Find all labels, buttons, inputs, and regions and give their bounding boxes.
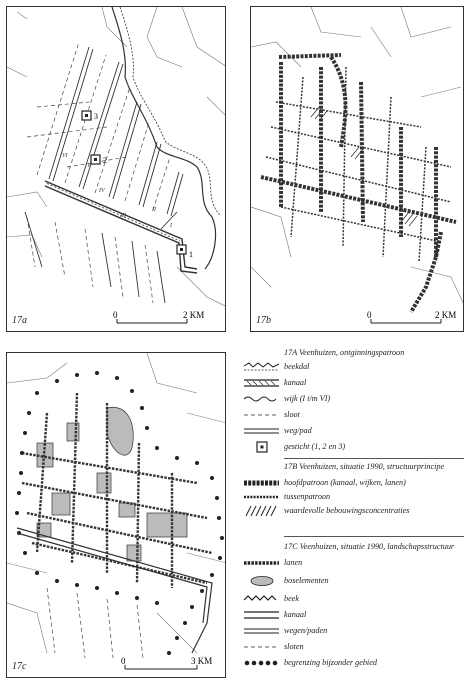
wijk-symbol-icon — [243, 392, 281, 406]
bos-symbol-icon — [243, 574, 281, 588]
legend-item-bebouwing: waardevolle bebouwingsconcentraties — [284, 506, 410, 515]
scale-start-17c: 0 — [121, 656, 126, 666]
legend-item-boselementen: boselementen — [284, 576, 329, 585]
map-panel-17a — [6, 6, 226, 332]
wegen-symbol-icon — [243, 624, 281, 638]
wijk-label-iv: IV — [99, 188, 105, 194]
gesticht-1-marker — [177, 245, 186, 254]
legend-item-beekdal: beekdal — [284, 362, 310, 371]
legend-item-sloot: sloot — [284, 410, 300, 419]
gesticht-symbol-icon — [243, 440, 281, 454]
gesticht-3-label: 3 — [94, 112, 98, 121]
map-panel-17c — [6, 352, 226, 678]
scale-start-17b: 0 — [367, 310, 372, 320]
legend-item-kanaal-c: kanaal — [284, 610, 307, 619]
hatch-symbol-icon — [243, 504, 281, 518]
gesticht-3-marker — [82, 111, 91, 120]
begrenzing-symbol-icon — [243, 656, 281, 670]
legend-divider-2 — [284, 536, 464, 537]
scale-start-17a: 0 — [113, 310, 118, 320]
map-panel-17b — [250, 6, 464, 332]
legend-item-begrenzing: begrenzing bijzonder gebied — [284, 658, 377, 667]
wijk-label-iii: III — [120, 213, 126, 219]
panel-label-17c: 17c — [12, 661, 27, 672]
map-17b — [251, 7, 464, 332]
sloten-symbol-icon — [243, 640, 281, 654]
legend-item-sloten: sloten — [284, 642, 304, 651]
scale-bar-17a — [117, 319, 187, 323]
legend-item-weg-pad: weg/pad — [284, 426, 312, 435]
beek-symbol-icon — [243, 592, 281, 606]
scale-bar-17c — [125, 665, 197, 669]
map-17a — [7, 7, 226, 332]
scale-end-17b: 2 KM — [435, 310, 457, 320]
gesticht-1-label: 1 — [189, 250, 193, 259]
scale-end-17c: 3 KM — [191, 656, 213, 666]
hoofdpatroon-symbol-icon — [243, 476, 281, 490]
legend-item-lanen: lanen — [284, 558, 303, 567]
wijk-label-i: I — [170, 223, 172, 229]
legend-title-17b: 17B Veenhuizen, situatie 1990, structuurprincipe — [284, 462, 445, 471]
lanen-symbol-icon — [243, 556, 281, 570]
beekdal-symbol-icon — [243, 360, 281, 374]
gesticht-2-marker — [91, 155, 100, 164]
legend-divider-1 — [284, 458, 464, 459]
legend-item-hoofdpatroon: hoofdpatroon (kanaal, wijken, lanen) — [284, 478, 406, 487]
panel-label-17b: 17b — [256, 315, 271, 326]
legend-item-beek: beek — [284, 594, 299, 603]
legend-title-17a: 17A Veenhuizen, ontginningspatroon — [284, 348, 405, 357]
kanaal-c-symbol-icon — [243, 608, 281, 622]
wijk-label-v: V — [87, 163, 91, 169]
legend-item-gesticht: gesticht (1, 2 en 3) — [284, 442, 346, 451]
scale-end-17a: 2 KM — [183, 310, 205, 320]
panel-label-17a: 17a — [12, 315, 27, 326]
legend-item-wegen: wegen/paden — [284, 626, 328, 635]
kanaal-symbol-icon — [243, 376, 281, 390]
map-17c — [7, 353, 226, 678]
legend-item-wijk: wijk (I t/m VI) — [284, 394, 331, 403]
wijk-label-ii: II — [152, 207, 156, 213]
scale-bar-17b — [371, 319, 441, 323]
sloot-symbol-icon — [243, 408, 281, 422]
weg-symbol-icon — [243, 424, 281, 438]
legend-title-17c: 17C Veenhuizen, situatie 1990, landschapsstructuur — [284, 542, 455, 551]
legend-item-kanaal-a: kanaal — [284, 378, 307, 387]
legend-item-tussenpatroon: tussenpatroon — [284, 492, 331, 501]
gesticht-2-label: 2 — [103, 156, 107, 165]
wijk-label-vi: VI — [62, 153, 68, 159]
tussenpatroon-symbol-icon — [243, 490, 281, 504]
